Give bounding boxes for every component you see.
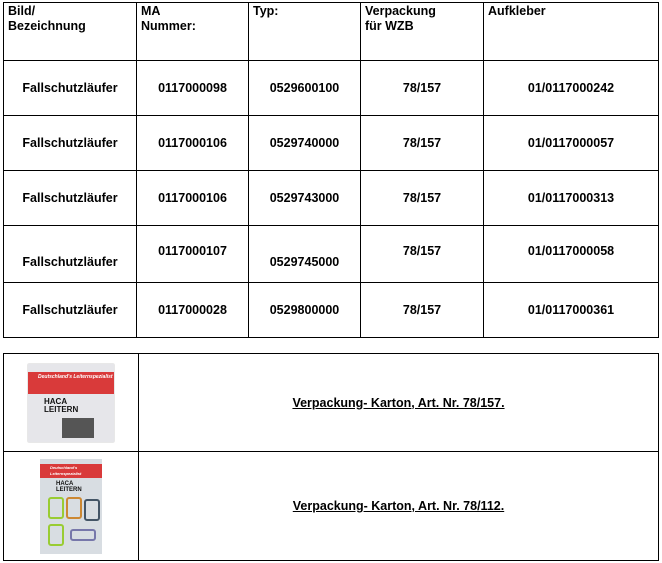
header-aufkleber: Aufkleber <box>484 3 659 61</box>
table-row <box>4 61 659 116</box>
cell-typ: 0529800000 <box>249 283 361 338</box>
cell-bezeichnung <box>4 226 137 283</box>
carton-78-112-image <box>40 459 102 554</box>
cell-typ <box>249 226 361 283</box>
caption-cell <box>139 354 659 452</box>
header-row <box>4 3 659 61</box>
image-cell <box>4 354 139 452</box>
caption: Verpackung- Karton, Art. Nr. 78/112. <box>292 499 505 513</box>
cell-ma-nummer: 0117000028 <box>137 283 249 338</box>
header-ma-nummer: MA Nummer: <box>137 3 249 61</box>
table-row <box>4 354 659 452</box>
image-cell <box>4 452 139 561</box>
cell-aufkleber: 01/0117000361 <box>484 283 659 338</box>
header-verpackung: Verpackung für WZB <box>361 3 484 61</box>
cell-bezeichnung: Fallschutzläufer <box>4 116 137 171</box>
image-slogan: Deutschland's Leiternspezialist <box>28 372 114 394</box>
cell-aufkleber: 01/0117000242 <box>484 61 659 116</box>
packaging-table <box>3 353 659 561</box>
product-photo <box>62 418 94 438</box>
cell-typ: 0529600100 <box>249 61 361 116</box>
cell-text: 78/157 <box>402 244 442 258</box>
cell-typ: 0529740000 <box>249 116 361 171</box>
cell-typ: 0529743000 <box>249 171 361 226</box>
cell-aufkleber: 01/0117000057 <box>484 116 659 171</box>
cell-verpackung: 78/157 <box>361 61 484 116</box>
rope-icon <box>70 529 96 541</box>
cell-bezeichnung: Fallschutzläufer <box>4 283 137 338</box>
header-bild: Bild/ Bezeichnung <box>4 3 137 61</box>
cell-ma-nummer: 0117000106 <box>137 171 249 226</box>
product-table <box>3 2 659 338</box>
cell-ma-nummer: 0117000098 <box>137 61 249 116</box>
caption-cell <box>139 452 659 561</box>
table-row <box>4 171 659 226</box>
cell-bezeichnung: Fallschutzläufer <box>4 171 137 226</box>
cell-aufkleber: 01/0117000313 <box>484 171 659 226</box>
cell-ma-nummer <box>137 226 249 283</box>
cell-text: Fallschutzläufer <box>22 255 118 269</box>
cell-ma-nummer: 0117000106 <box>137 116 249 171</box>
carton-78-157-image <box>28 364 114 442</box>
haca-logo: HACA LEITERN <box>56 480 82 493</box>
cell-text: 01/0117000058 <box>527 244 615 258</box>
table-row <box>4 283 659 338</box>
table-row <box>4 226 659 283</box>
harness-icon <box>66 497 82 519</box>
cell-text: 0529745000 <box>269 255 340 269</box>
harness-icon <box>84 499 100 521</box>
cell-verpackung: 78/157 <box>361 116 484 171</box>
table-row <box>4 116 659 171</box>
haca-logo: HACA LEITERN <box>44 396 79 414</box>
table-row <box>4 452 659 561</box>
cell-aufkleber <box>484 226 659 283</box>
cell-verpackung: 78/157 <box>361 171 484 226</box>
harness-icon <box>48 524 64 546</box>
cell-bezeichnung: Fallschutzläufer <box>4 61 137 116</box>
cell-text: 0117000107 <box>158 244 227 258</box>
harness-icon <box>48 497 64 519</box>
header-typ: Typ: <box>249 3 361 61</box>
image-slogan: Deutschland's Leiternspezialist <box>40 464 102 478</box>
caption: Verpackung- Karton, Art. Nr. 78/157. <box>292 395 505 410</box>
cell-verpackung <box>361 226 484 283</box>
cell-verpackung: 78/157 <box>361 283 484 338</box>
